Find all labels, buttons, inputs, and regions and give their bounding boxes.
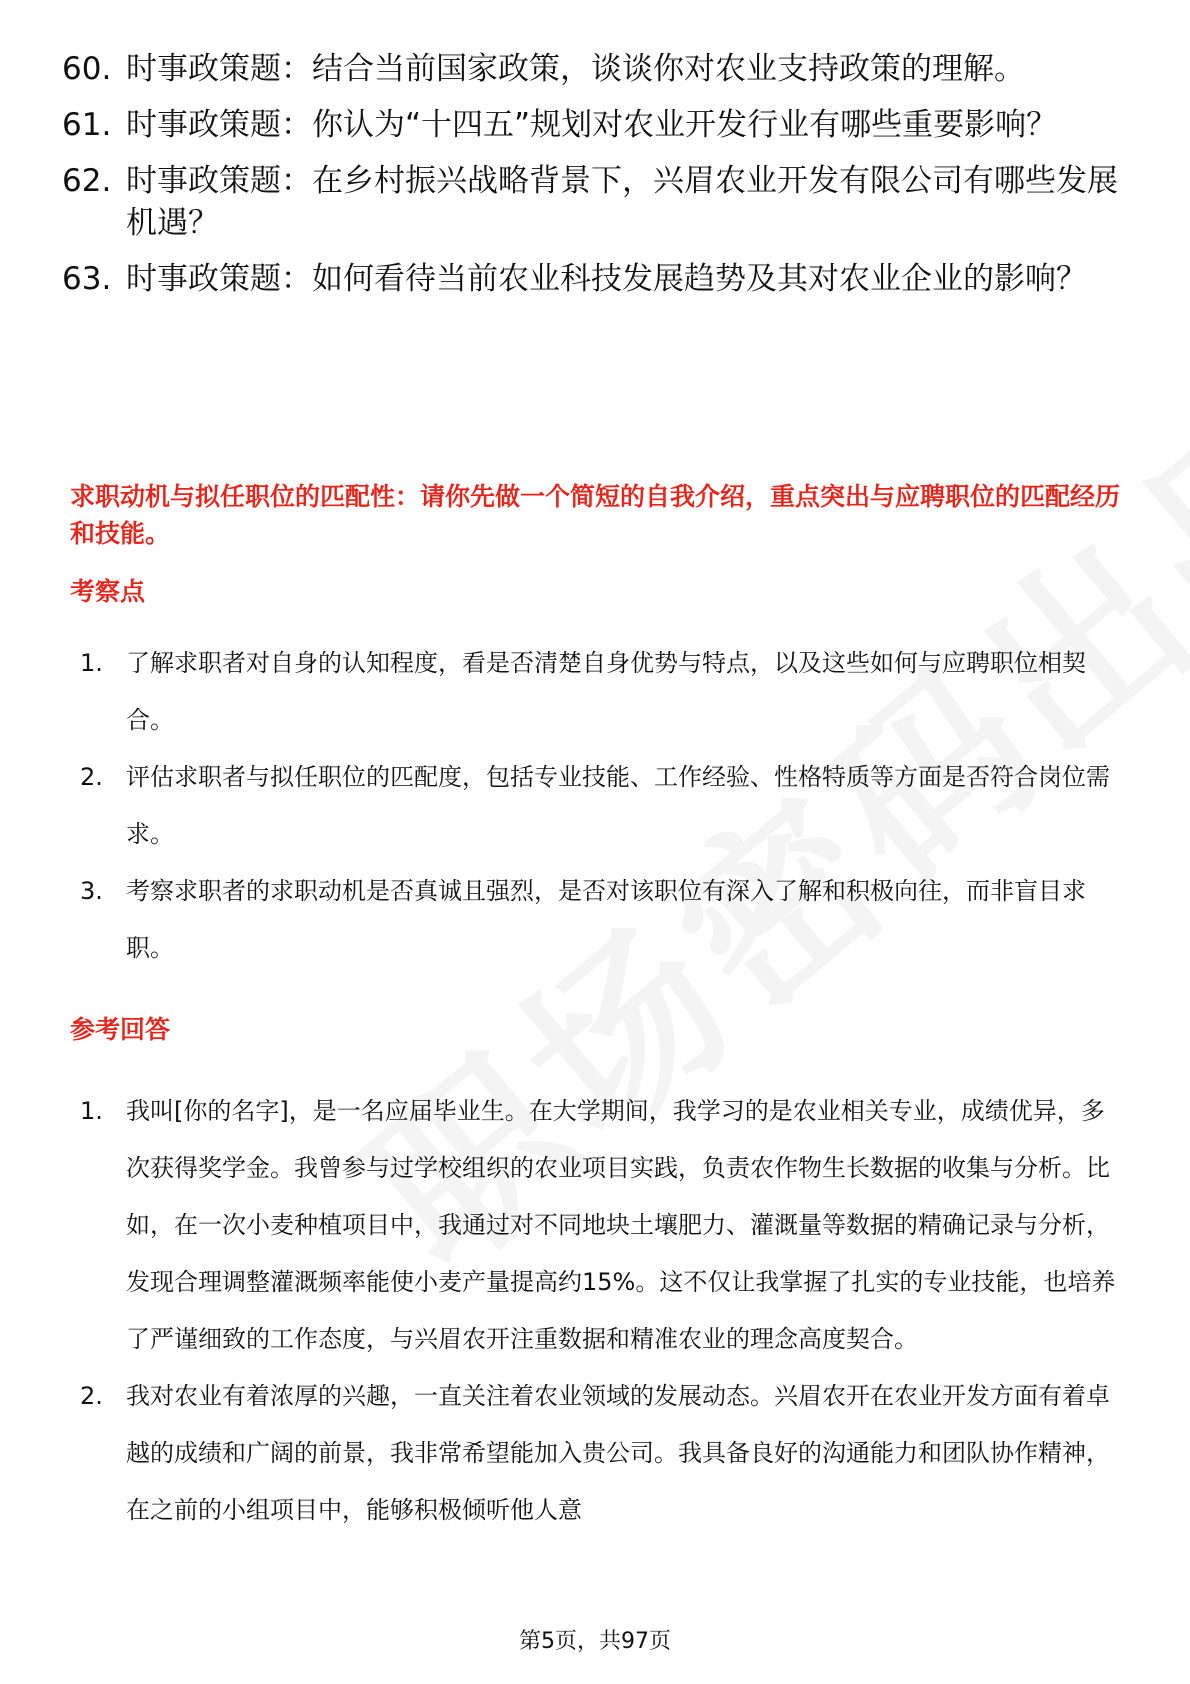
question-number: 62. [62,163,112,199]
question-item [62,48,1122,90]
question-list [62,48,1122,314]
question-text: 时事政策题：结合当前国家政策，谈谈你对农业支持政策的理解。 [126,51,1025,87]
section-heading: 求职动机与拟任职位的匹配性：请你先做一个简短的自我介绍，重点突出与应聘职位的匹配经历和技能。 [70,482,1121,548]
answers-list [80,1083,1120,1539]
list-item-number: 3. [80,877,103,905]
points-title: 考察点 [70,577,146,606]
question-text: 时事政策题：你认为“十四五”规划对农业开发行业有哪些重要影响？ [126,107,1058,143]
question-number: 63. [62,261,112,297]
list-item-number: 2. [80,763,103,791]
list-item-number: 1. [80,1097,103,1125]
list-item-number: 1. [80,649,103,677]
list-item [80,635,1120,749]
question-text: 时事政策题：在乡村振兴战略背景下，兴眉农业开发有限公司有哪些发展机遇？ [126,163,1118,241]
question-text: 时事政策题：如何看待当前农业科技发展趋势及其对农业企业的影响？ [126,261,1087,297]
list-item-text: 我对农业有着浓厚的兴趣，一直关注着农业领域的发展动态。兴眉农开在农业开发方面有着卓越的成绩和广阔的前景，我非常希望能加入贵公司。我具备良好的沟通能力和团队协作精神，在之前的小组项目中，能够积极倾听他人意 [126,1382,1110,1524]
page-footer: 第5页，共97页 [519,1629,671,1654]
points-list [80,635,1120,977]
list-item [80,749,1120,863]
list-item-number: 2. [80,1382,103,1410]
question-item [62,160,1122,244]
list-item [80,863,1120,977]
answers-title: 参考回答 [70,1015,171,1044]
question-number: 61. [62,107,112,143]
question-item [62,104,1122,146]
list-item-text: 我叫[你的名字]，是一名应届毕业生。在大学期间，我学习的是农业相关专业，成绩优异，多次获得奖学金。我曾参与过学校组织的农业项目实践，负责农作物生长数据的收集与分析。比如，在一次小麦种植项目中，我通过对不同地块土壤肥力、灌溉量等数据的精确记录与分析，发现合理调整灌溉频率能使小麦产量提高约15%。这不仅让我掌握了扎实的专业技能，也培养了严谨细致的工作态度，与兴眉农开注重数据和精准农业的理念高度契合。 [126,1097,1116,1353]
question-number: 60. [62,51,112,87]
list-item-text: 评估求职者与拟任职位的匹配度，包括专业技能、工作经验、性格特质等方面是否符合岗位需求。 [126,763,1110,848]
list-item-text: 考察求职者的求职动机是否真诚且强烈，是否对该职位有深入了解和积极向往，而非盲目求职。 [126,877,1086,962]
list-item [80,1368,1120,1539]
list-item-text: 了解求职者对自身的认知程度，看是否清楚自身优势与特点，以及这些如何与应聘职位相契合。 [126,649,1086,734]
question-item [62,258,1122,300]
list-item [80,1083,1120,1368]
